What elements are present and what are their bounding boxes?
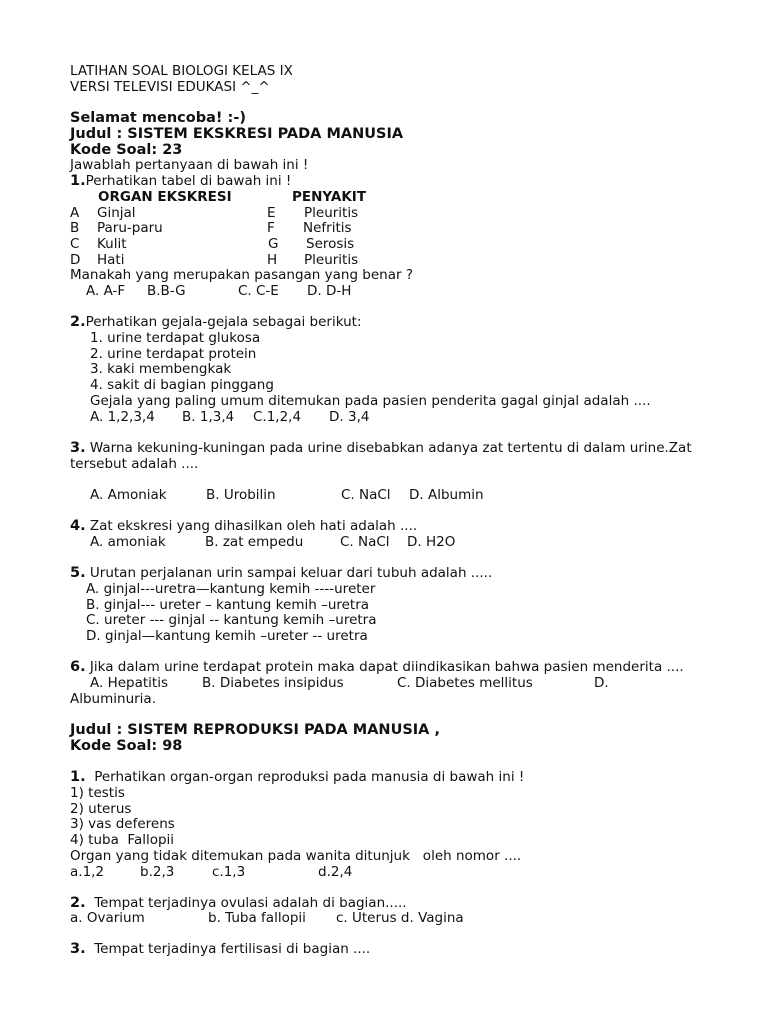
question-number: 6. <box>70 659 86 675</box>
greeting: Selamat mencoba! :-) <box>70 110 246 126</box>
answer-option: b.2,3 <box>140 864 175 880</box>
answer-option: C. Diabetes mellitus <box>397 675 533 691</box>
answer-option: A. amoniak <box>90 534 166 550</box>
document-title: LATIHAN SOAL BIOLOGI KELAS IX <box>70 63 293 79</box>
list-item: 2. urine terdapat protein <box>90 346 257 362</box>
answer-option: A. 1,2,3,4 <box>90 409 155 425</box>
question-text: Urutan perjalanan urin sampai keluar dari tubuh adalah ..... <box>85 565 493 581</box>
answer-option: c. Uterus d. Vagina <box>336 910 464 926</box>
answer-option: D. <box>594 675 609 691</box>
question-number: 2. <box>70 895 86 911</box>
answer-option: C. NaCl <box>340 534 390 550</box>
answer-option: A. Hepatitis <box>90 675 169 691</box>
question-3 <box>70 440 692 456</box>
question-4 <box>70 518 417 534</box>
answer-option-continued: Albuminuria. <box>70 691 156 707</box>
question-3 <box>70 941 370 957</box>
question-6 <box>70 659 684 675</box>
table-cell-letter: H <box>267 252 278 268</box>
list-item: 4) tuba Fallopii <box>70 832 175 848</box>
answer-option: d.2,4 <box>318 864 353 880</box>
table-cell-letter: E <box>267 205 276 221</box>
answer-option: C. C-E <box>238 283 279 299</box>
question-text: Perhatikan gejala-gejala sebagai berikut: <box>85 314 362 330</box>
question-text: Tempat terjadinya ovulasi adalah di bagian..... <box>85 895 407 911</box>
answer-option: C. ureter --- ginjal -- kantung kemih –uretra <box>86 612 377 628</box>
question-1 <box>70 173 291 189</box>
table-cell-letter: F <box>267 220 275 236</box>
table-cell-penyakit: Pleuritis <box>304 205 359 221</box>
table-header-organ: ORGAN EKSKRESI <box>98 189 232 205</box>
answer-option: c.1,3 <box>212 864 246 880</box>
answer-option: D. Albumin <box>409 487 484 503</box>
answer-option: A. ginjal---uretra—kantung kemih ----ureter <box>86 581 376 597</box>
question-prompt: Gejala yang paling umum ditemukan pada pasien penderita gagal ginjal adalah .... <box>90 393 651 409</box>
document-subtitle: VERSI TELEVISI EDUKASI ^_^ <box>70 79 270 95</box>
table-cell-letter: G <box>268 236 279 252</box>
question-number: 1. <box>70 173 86 189</box>
question-2 <box>70 895 407 911</box>
question-prompt: Organ yang tidak ditemukan pada wanita ditunjuk oleh nomor .... <box>70 848 522 864</box>
question-text: Tempat terjadinya fertilisasi di bagian .... <box>85 941 371 957</box>
question-prompt: Manakah yang merupakan pasangan yang benar ? <box>70 267 414 283</box>
question-text: Perhatikan organ-organ reproduksi pada manusia di bawah ini ! <box>85 769 525 785</box>
table-cell-organ: Kulit <box>97 236 127 252</box>
question-1 <box>70 769 524 785</box>
question-text: Warna kekuning-kuningan pada urine disebabkan adanya zat tertentu di dalam urine.Zat <box>85 440 692 456</box>
table-cell-letter: B <box>70 220 80 236</box>
answer-option: B. zat empedu <box>205 534 304 550</box>
answer-option: a. Ovarium <box>70 910 145 926</box>
answer-option: b. Tuba fallopii <box>208 910 306 926</box>
answer-option: B. Urobilin <box>206 487 276 503</box>
section1-instruction: Jawablah pertanyaan di bawah ini ! <box>70 157 309 173</box>
answer-option: C. NaCl <box>341 487 391 503</box>
question-text: Zat ekskresi yang dihasilkan oleh hati adalah .... <box>85 518 418 534</box>
table-cell-letter: C <box>70 236 80 252</box>
table-cell-organ: Hati <box>97 252 125 268</box>
question-text: Perhatikan tabel di bawah ini ! <box>85 173 292 189</box>
list-item: 3) vas deferens <box>70 816 175 832</box>
table-cell-letter: A <box>70 205 80 221</box>
answer-option: D. D-H <box>307 283 352 299</box>
question-number: 3. <box>70 941 86 957</box>
question-text: Jika dalam urine terdapat protein maka dapat diindikasikan bahwa pasien menderita .... <box>85 659 684 675</box>
answer-option: B. 1,3,4 <box>182 409 235 425</box>
question-number: 3. <box>70 440 86 456</box>
table-cell-penyakit: Pleuritis <box>304 252 359 268</box>
list-item: 1. urine terdapat glukosa <box>90 330 261 346</box>
answer-option: D. H2O <box>407 534 456 550</box>
question-number: 5. <box>70 565 86 581</box>
answer-option: B. ginjal--- ureter – kantung kemih –uretra <box>86 597 370 613</box>
answer-option: B.B-G <box>147 283 186 299</box>
table-cell-organ: Ginjal <box>97 205 136 221</box>
answer-option: C.1,2,4 <box>253 409 302 425</box>
list-item: 2) uterus <box>70 801 132 817</box>
section1-code: Kode Soal: 23 <box>70 142 183 158</box>
answer-option: D. 3,4 <box>329 409 370 425</box>
answer-option: B. Diabetes insipidus <box>202 675 344 691</box>
question-number: 2. <box>70 314 86 330</box>
question-text-continued: tersebut adalah .... <box>70 456 199 472</box>
table-cell-letter: D <box>70 252 81 268</box>
answer-option: a.1,2 <box>70 864 105 880</box>
table-cell-penyakit: Nefritis <box>303 220 352 236</box>
section2-code: Kode Soal: 98 <box>70 738 183 754</box>
question-number: 1. <box>70 769 86 785</box>
list-item: 4. sakit di bagian pinggang <box>90 377 274 393</box>
table-cell-penyakit: Serosis <box>306 236 355 252</box>
section1-title: Judul : SISTEM EKSKRESI PADA MANUSIA <box>70 126 404 142</box>
table-cell-organ: Paru-paru <box>97 220 163 236</box>
question-5 <box>70 565 492 581</box>
answer-option: D. ginjal—kantung kemih –ureter -- uretra <box>86 628 368 644</box>
question-2 <box>70 314 362 330</box>
question-number: 4. <box>70 518 86 534</box>
table-header-penyakit: PENYAKIT <box>292 189 367 205</box>
section2-title: Judul : SISTEM REPRODUKSI PADA MANUSIA , <box>70 722 440 738</box>
answer-option: A. A-F <box>86 283 126 299</box>
list-item: 3. kaki membengkak <box>90 361 232 377</box>
list-item: 1) testis <box>70 785 125 801</box>
answer-option: A. Amoniak <box>90 487 167 503</box>
